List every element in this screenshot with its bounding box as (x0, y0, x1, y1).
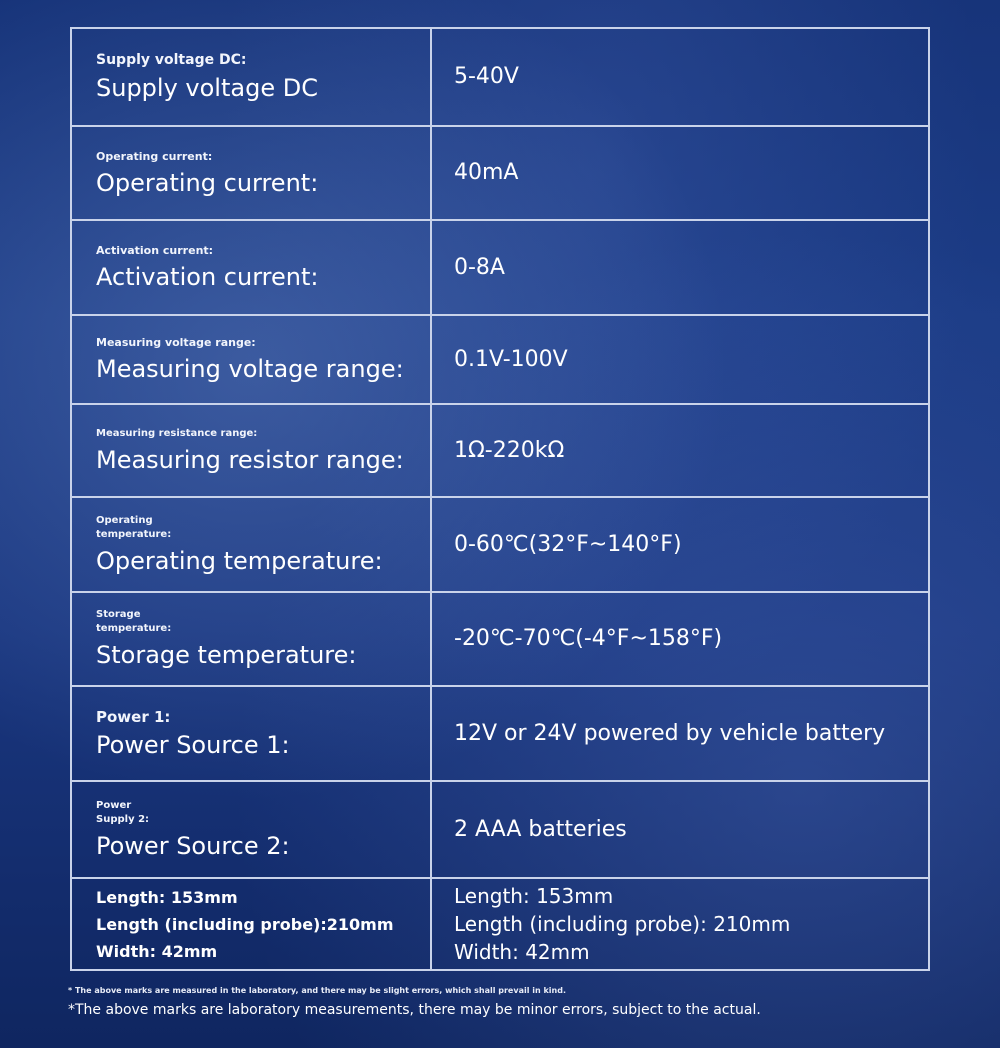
footnote-small: * The above marks are measured in the laboratory, and there may be slight errors, which shall prevail in kind. (68, 986, 566, 995)
spec-value-cell (432, 221, 928, 314)
spec-label-small: Supply voltage DC: (96, 52, 247, 68)
spec-value-cell (432, 687, 928, 780)
spec-value: -20℃-70℃(-4°F~158°F) (454, 626, 723, 651)
spec-label-large: Operating temperature: (96, 546, 383, 575)
spec-value: 2 AAA batteries (454, 816, 627, 842)
spec-row-storage-temperature (72, 591, 928, 685)
dimension-length-probe-label: Length (including probe):210mm (96, 914, 394, 934)
spec-table (70, 27, 930, 971)
spec-row-power-source-1 (72, 685, 928, 780)
spec-value-cell (432, 782, 928, 877)
spec-value-cell (432, 593, 928, 685)
spec-row-operating-current (72, 125, 928, 219)
spec-value: 0.1V-100V (454, 346, 568, 372)
spec-value-cell (432, 498, 928, 591)
spec-value: 0-8A (454, 254, 505, 280)
spec-label-large: Storage temperature: (96, 641, 357, 669)
spec-label-small: Measuring voltage range: (96, 336, 256, 349)
spec-value: 5-40V (454, 64, 519, 89)
spec-value-cell (432, 29, 928, 125)
spec-label-cell (72, 498, 432, 591)
dimension-length-label: Length: 153mm (96, 887, 238, 907)
spec-label-cell (72, 29, 432, 125)
spec-label-small: Operating current: (96, 149, 213, 163)
dimensions-label-cell (72, 879, 432, 969)
spec-label-large: Power Source 2: (96, 831, 290, 860)
spec-value: 1Ω-220kΩ (454, 437, 565, 463)
dimension-length-value: Length: 153mm (454, 884, 614, 908)
spec-label-large: Power Source 1: (96, 730, 290, 759)
spec-label-cell (72, 687, 432, 780)
spec-row-power-source-2 (72, 780, 928, 877)
spec-label-small: Power 1: (96, 707, 171, 726)
spec-value: 0-60℃(32°F~140°F) (454, 531, 682, 557)
spec-label-small: Measuring resistance range: (96, 428, 258, 439)
spec-value-cell (432, 316, 928, 403)
spec-label-large: Measuring voltage range: (96, 355, 404, 383)
spec-label-cell (72, 221, 432, 314)
spec-value-cell (432, 405, 928, 496)
spec-label-large: Supply voltage DC (96, 74, 318, 102)
spec-row-dimensions (72, 877, 928, 969)
spec-label-small: Operating temperature: (96, 514, 172, 540)
spec-row-activation-current (72, 219, 928, 314)
dimension-length-probe-value: Length (including probe): 210mm (454, 912, 791, 936)
spec-row-measuring-resistance (72, 403, 928, 496)
spec-label-small: Power Supply 2: (96, 799, 150, 825)
spec-value: 40mA (454, 160, 519, 185)
spec-label-cell (72, 127, 432, 219)
dimensions-value-cell (432, 879, 928, 969)
spec-label-small: Activation current: (96, 244, 214, 257)
spec-label-cell (72, 782, 432, 877)
spec-label-cell (72, 593, 432, 685)
spec-label-small: Storage temperature: (96, 609, 172, 634)
spec-value: 12V or 24V powered by vehicle battery (454, 720, 886, 746)
spec-label-large: Operating current: (96, 168, 319, 197)
spec-row-operating-temperature (72, 496, 928, 591)
spec-label-large: Measuring resistor range: (96, 446, 404, 474)
spec-label-cell (72, 405, 432, 496)
dimension-width-value: Width: 42mm (454, 940, 590, 964)
spec-value-cell (432, 127, 928, 219)
footnote-large: *The above marks are laboratory measurements, there may be minor errors, subject to the actual. (68, 1002, 761, 1018)
dimension-width-label: Width: 42mm (96, 941, 218, 961)
spec-label-large: Activation current: (96, 263, 319, 291)
spec-label-cell (72, 316, 432, 403)
spec-row-measuring-voltage (72, 314, 928, 403)
spec-row-supply-voltage (72, 29, 928, 125)
